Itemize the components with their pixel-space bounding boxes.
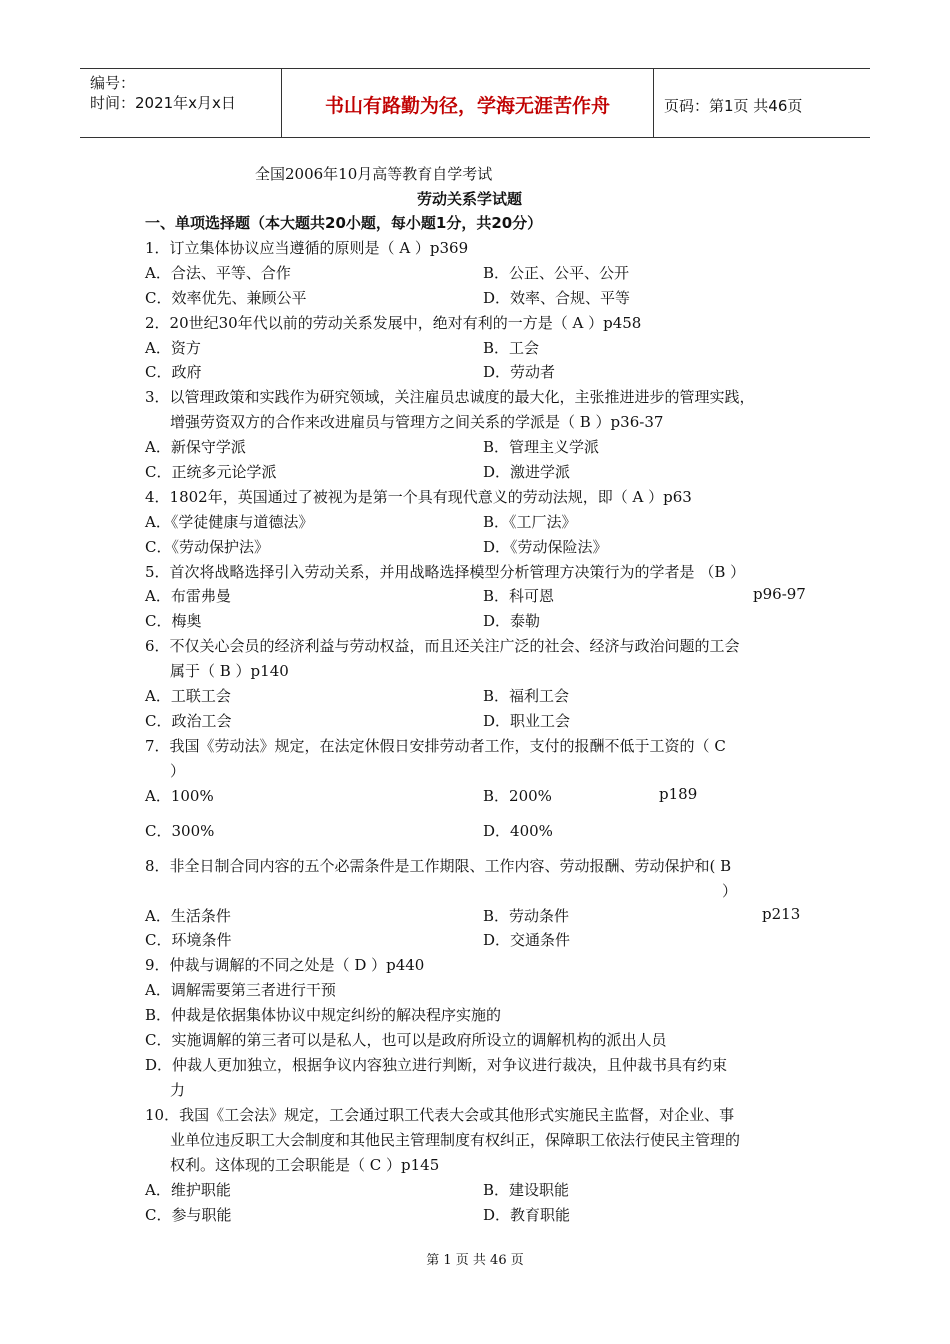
question-stem: 3．以管理政策和实践作为研究领域，关注雇员忠诚度的最大化，主张推进进步的管理实践， [145, 388, 755, 406]
question-stem: 1．订立集体协议应当遵循的原则是（ A ）p369 [145, 239, 469, 257]
option: B．管理主义学派 [483, 438, 600, 456]
option: B．200% [483, 787, 552, 805]
header-left-cell [90, 73, 236, 113]
option: C．《劳动保护法》 [145, 538, 269, 556]
option: C．参与职能 [145, 1206, 232, 1224]
option: C．梅奥 [145, 612, 202, 630]
option: A．布雷弗曼 [145, 587, 231, 605]
option: C．政府 [145, 363, 202, 381]
option: D．教育职能 [483, 1206, 571, 1224]
question-stem: 2．20世纪30年代以前的劳动关系发展中，绝对有利的一方是（ A ）p458 [145, 314, 642, 332]
option: B．公正、公平、公开 [483, 264, 630, 282]
option: D．仲裁人更加独立，根据争议内容独立进行判断，对争议进行裁决，且仲裁书具有约束 [145, 1056, 728, 1074]
time-label: 时间：2021年x月x日 [90, 94, 236, 112]
option: C．正统多元论学派 [145, 463, 277, 481]
option: A．生活条件 [145, 907, 231, 925]
exam-title: 全国2006年10月高等教育自学考试 [255, 165, 493, 183]
option: C．实施调解的第三者可以是私人，也可以是政府所设立的调解机构的派出人员 [145, 1031, 667, 1049]
option: B．《工厂法》 [483, 513, 577, 531]
option: C．300% [145, 822, 215, 840]
option: A．调解需要第三者进行干预 [145, 981, 336, 999]
question-stem-continued: 属于（ B ）p140 [170, 662, 289, 680]
option: A．合法、平等、合作 [145, 264, 291, 282]
page-reference: p189 [659, 785, 698, 803]
question-stem-continued: 权利。这体现的工会职能是（ C ）p145 [170, 1156, 440, 1174]
option: A．《学徒健康与道德法》 [145, 513, 314, 531]
subject-title: 劳动关系学试题 [417, 190, 523, 208]
option: B．建设职能 [483, 1181, 570, 1199]
question-stem: 10．我国《工会法》规定，工会通过职工代表大会或其他形式实施民主监督，对企业、事 [145, 1106, 735, 1124]
page-reference: p213 [762, 905, 801, 923]
number-label: 编号： [90, 74, 136, 92]
option: C．政治工会 [145, 712, 232, 730]
question-stem: 8．非全日制合同内容的五个必需条件是工作期限、工作内容、劳动报酬、劳动保护和( B [145, 857, 732, 875]
header-divider [653, 69, 654, 137]
question-stem: 9．仲裁与调解的不同之处是（ D ）p440 [145, 956, 425, 974]
option: A．资方 [145, 339, 201, 357]
option: A．100% [145, 787, 214, 805]
question-stem: 6．不仅关心会员的经济利益与劳动权益，而且还关注广泛的社会、经济与政治问题的工会 [145, 637, 740, 655]
option: A．工联工会 [145, 687, 231, 705]
option: B．劳动条件 [483, 907, 570, 925]
option: B．科可恩 [483, 587, 555, 605]
option: B．仲裁是依据集体协议中规定纠纷的解决程序实施的 [145, 1006, 502, 1024]
option: D．激进学派 [483, 463, 571, 481]
option: D．泰勒 [483, 612, 541, 630]
question-stem: 4．1802年，英国通过了被视为是第一个具有现代意义的劳动法规，即（ A ）p63 [145, 488, 692, 506]
option: C．环境条件 [145, 931, 232, 949]
question-stem: 5．首次将战略选择引入劳动关系，并用战略选择模型分析管理方决策行为的学者是 （B ） [145, 563, 746, 581]
question-stem-continued: ） [722, 882, 738, 900]
page-reference: p96-97 [753, 585, 806, 603]
option: A．维护职能 [145, 1181, 231, 1199]
option: D．400% [483, 822, 553, 840]
option: B．工会 [483, 339, 540, 357]
option: D．职业工会 [483, 712, 571, 730]
option: D．《劳动保险法》 [483, 538, 608, 556]
question-stem-continued: 业单位违反职工大会制度和其他民主管理制度有权纠正，保障职工依法行使民主管理的 [170, 1131, 741, 1149]
question-stem-continued: 增强劳资双方的合作来改进雇员与管理方之间关系的学派是（ B ）p36-37 [170, 413, 664, 431]
header-motto: 书山有路勤为径，学海无涯苦作舟 [324, 95, 610, 117]
question-stem: 7．我国《劳动法》规定，在法定休假日安排劳动者工作，支付的报酬不低于工资的（ C [145, 737, 726, 755]
header-page-info: 页码：第1页 共46页 [664, 97, 803, 115]
page-footer: 第 1 页 共 46 页 [426, 1253, 524, 1268]
section-title: 一、单项选择题（本大题共20小题，每小题1分，共20分） [145, 214, 543, 232]
header-table [80, 68, 870, 138]
option: B．福利工会 [483, 687, 570, 705]
option: C．效率优先、兼顾公平 [145, 289, 307, 307]
question-stem-continued: ） [170, 762, 186, 780]
option: D．效率、合规、平等 [483, 289, 631, 307]
option: A．新保守学派 [145, 438, 246, 456]
option: D．劳动者 [483, 363, 556, 381]
option: D．交通条件 [483, 931, 571, 949]
option-continued: 力 [170, 1081, 186, 1099]
